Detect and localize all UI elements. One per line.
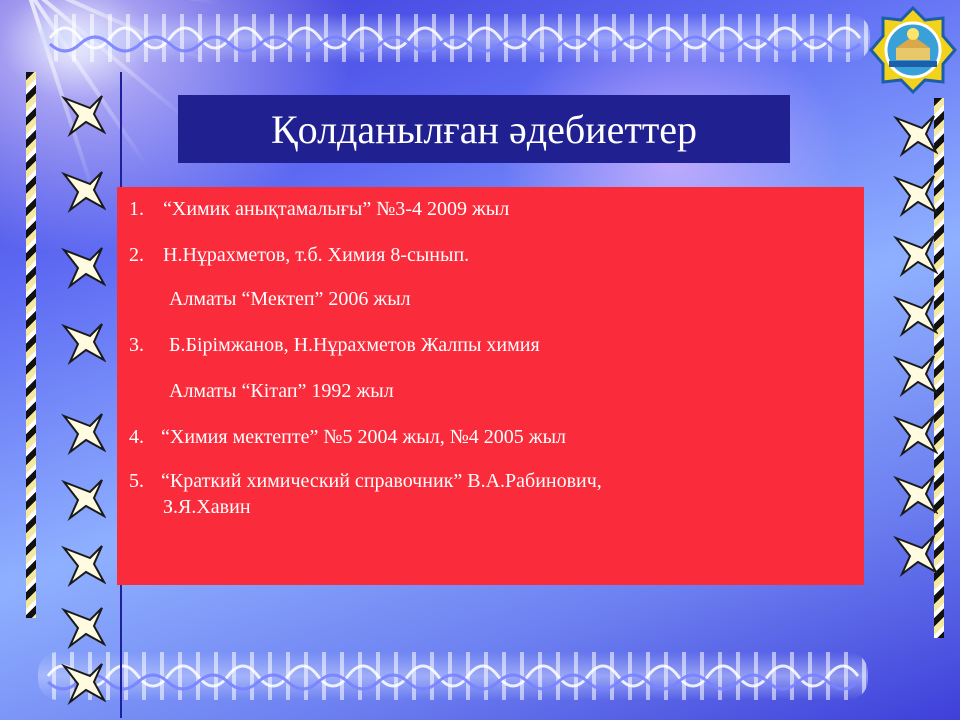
list-item [129, 425, 567, 449]
list-item [129, 243, 470, 267]
list-item-number: 3. [129, 334, 144, 356]
ornament-pattern-icon [40, 14, 870, 62]
list-item-text: Н.Нұрахметов, т.б. Химия 8-сынып. [163, 244, 470, 266]
star-icon [892, 412, 938, 458]
star-icon [60, 92, 106, 138]
star-icon [60, 604, 106, 650]
list-item-text: “Химия мектепте” №5 2004 жыл, №4 2005 жыл [161, 426, 567, 448]
list-item-number: 1. [129, 198, 144, 220]
list-item-text: Алматы “Кітап” 1992 жыл [169, 380, 394, 402]
list-item-text: З.Я.Хавин [163, 496, 251, 518]
list-item-text: “Химик анықтамалығы” №3-4 2009 жыл [163, 198, 510, 220]
list-item [129, 197, 510, 221]
slide-title-bar [178, 95, 790, 163]
star-icon [60, 542, 106, 588]
list-item-text: Б.Бірімжанов, Н.Нұрахметов Жалпы химия [169, 334, 540, 356]
references-box [117, 187, 864, 585]
star-icon [892, 532, 938, 578]
star-icon [60, 476, 106, 522]
star-icon [60, 320, 106, 366]
star-icon [892, 472, 938, 518]
star-icon [60, 660, 106, 706]
ornament-pattern-icon [38, 652, 868, 700]
star-icon [892, 352, 938, 398]
list-item-text: “Краткий химический справочник” В.А.Рабинович, [161, 470, 602, 492]
list-item-number: 4. [129, 426, 144, 448]
star-icon [892, 172, 938, 218]
star-icon [892, 292, 938, 338]
star-icon [60, 244, 106, 290]
star-icon [60, 410, 106, 456]
star-icon [60, 168, 106, 214]
star-icon [892, 232, 938, 278]
left-striped-border [26, 72, 36, 618]
list-item [129, 333, 540, 357]
list-item-number: 5. [129, 470, 144, 492]
star-icon [892, 112, 938, 158]
list-item [129, 469, 602, 493]
top-ornament-band [40, 14, 870, 62]
list-item-text: Алматы “Мектеп” 2006 жыл [169, 288, 411, 310]
list-item-number: 2. [129, 244, 144, 266]
bottom-ornament-band [38, 652, 868, 700]
emblem-icon [869, 6, 957, 94]
slide-title: Қолданылған әдебиеттер [270, 106, 698, 152]
